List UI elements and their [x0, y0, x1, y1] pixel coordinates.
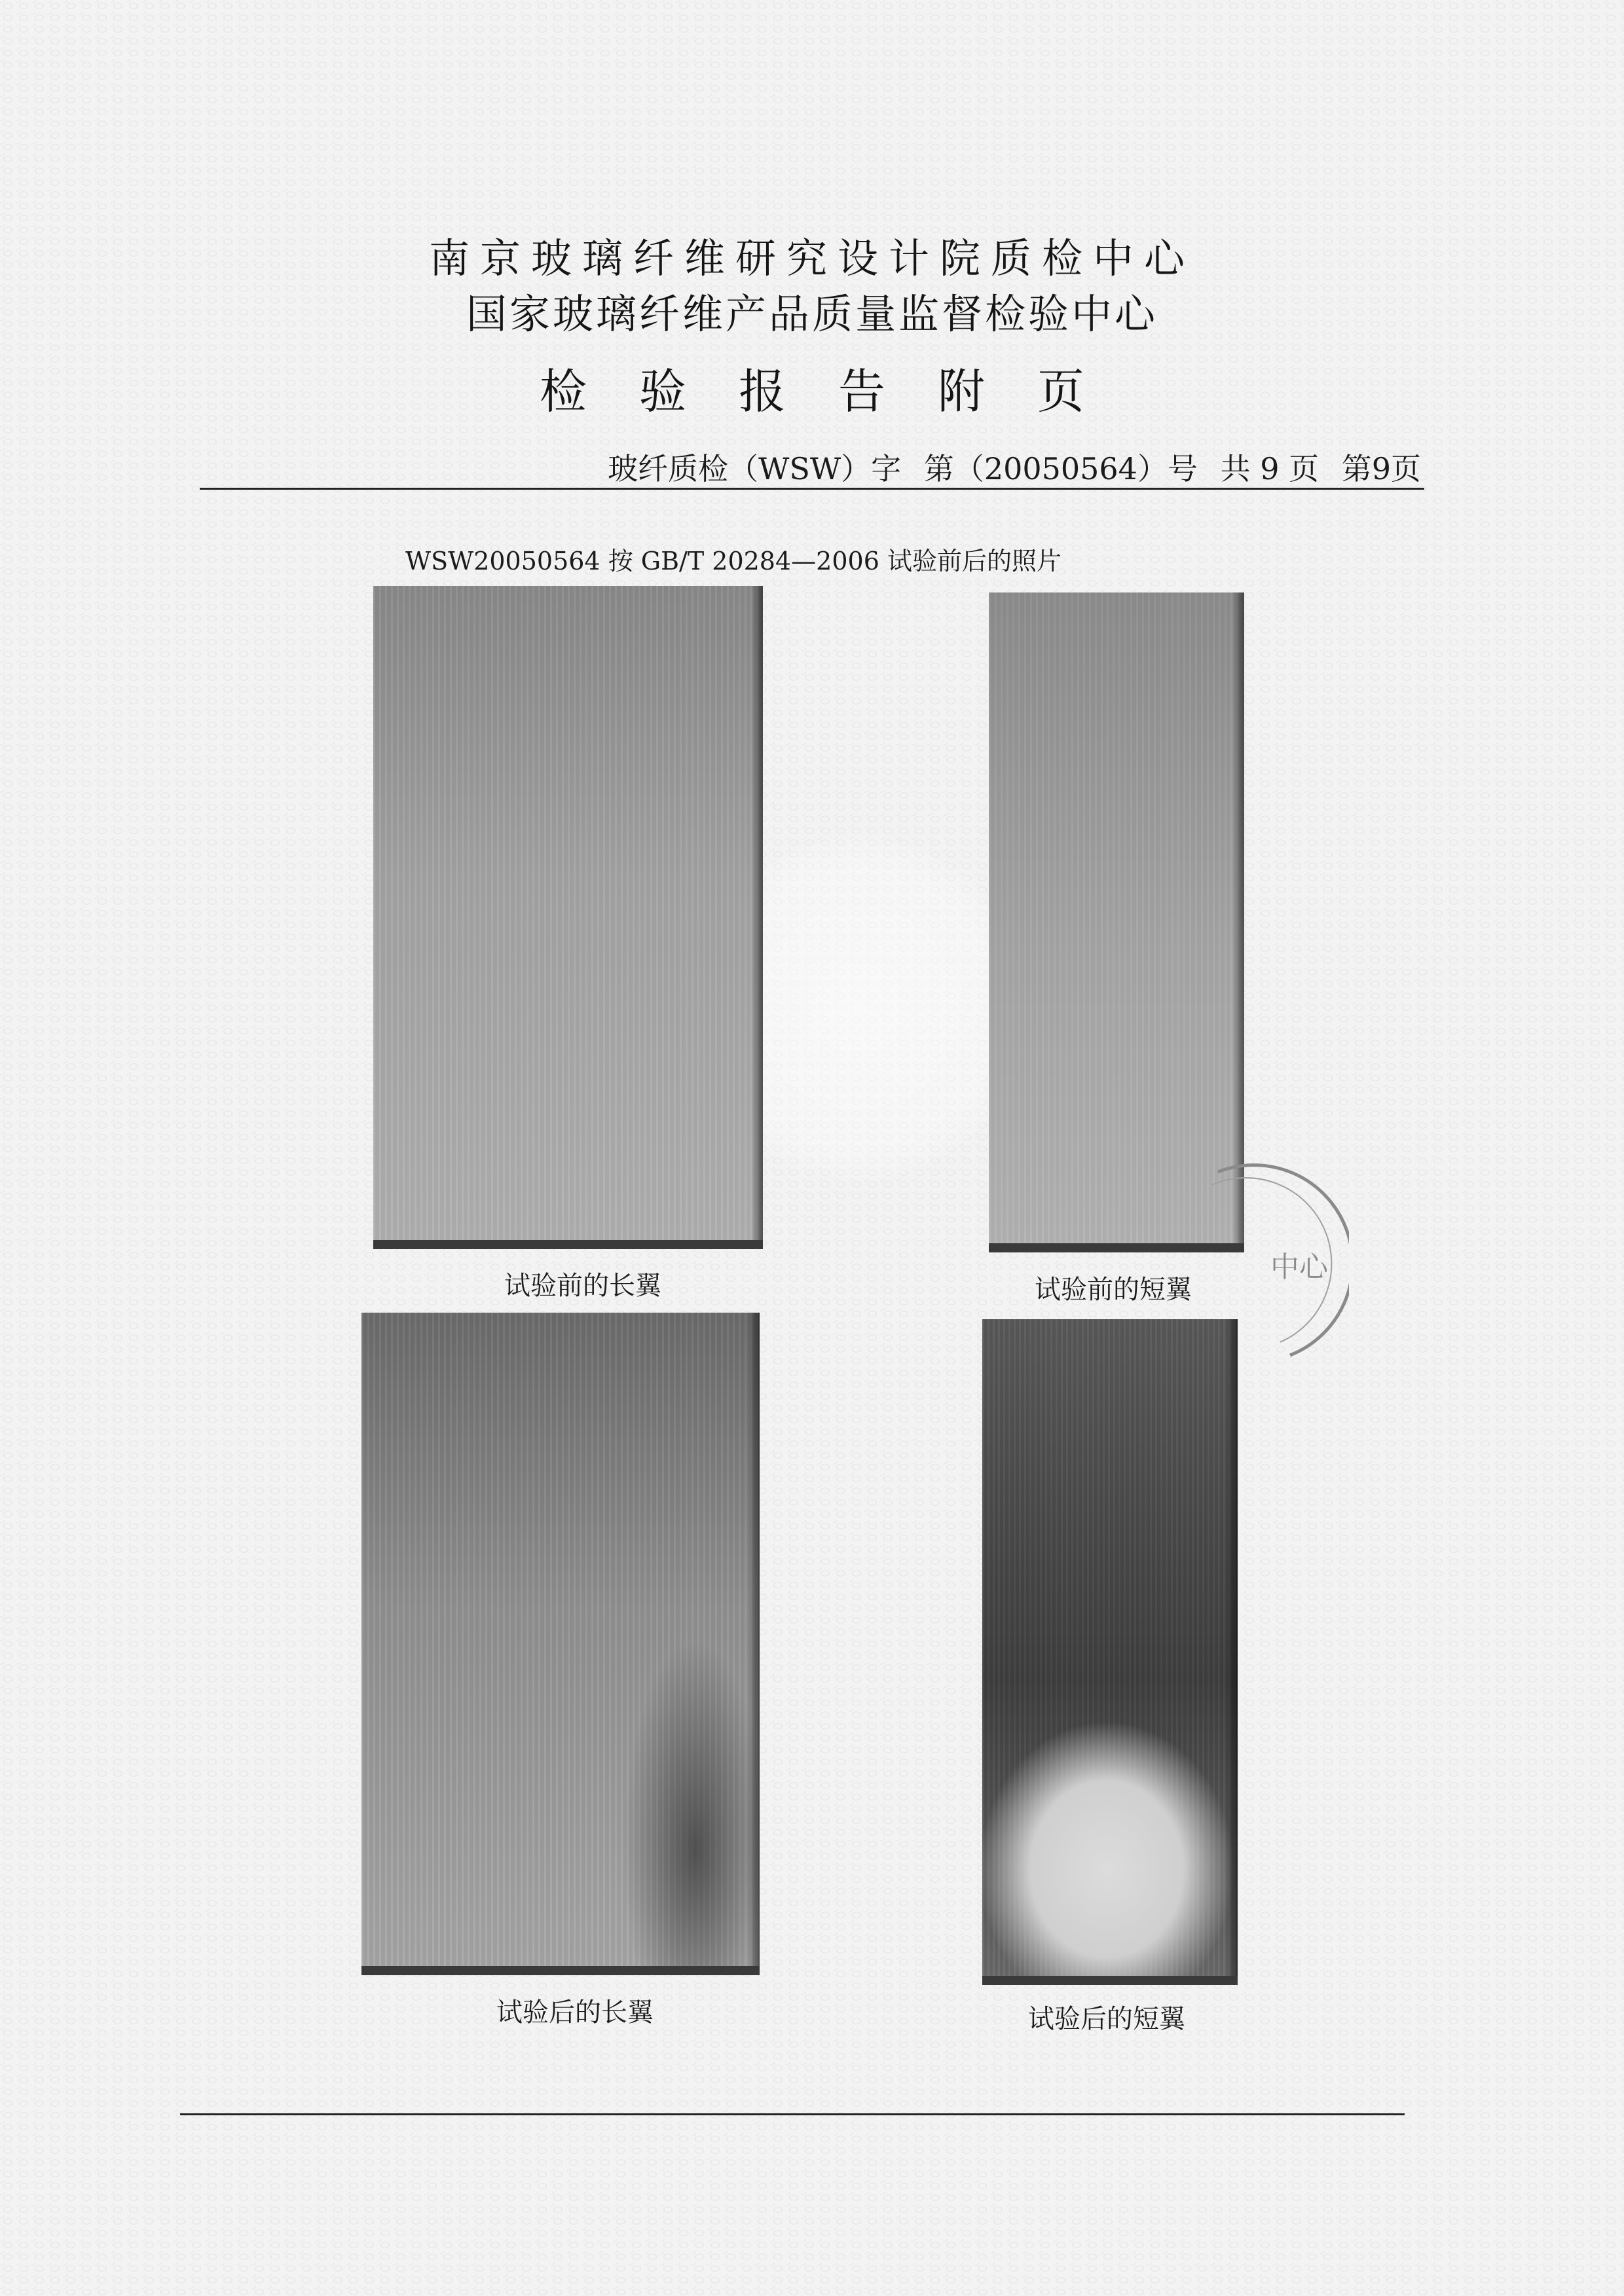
- footer-divider: [180, 2113, 1405, 2115]
- inspection-center-name: 国家玻璃纤维产品质量监督检验中心: [466, 290, 1158, 338]
- photo-short-wing-after: [982, 1319, 1238, 1985]
- photo-short-wing-before: [989, 592, 1244, 1252]
- photo-caption: 试验后的长翼: [496, 1997, 654, 2028]
- photo-long-wing-after: [361, 1313, 760, 1975]
- photo-caption: 试验前的长翼: [504, 1271, 661, 1301]
- figure-caption: WSW20050564 按 GB/T 20284—2006 试验前后的照片: [405, 547, 1061, 575]
- total-pages: 共 9 页: [1220, 451, 1320, 486]
- header-divider: [200, 488, 1424, 490]
- page-title: 检验报告附页: [539, 364, 1137, 419]
- institute-name: 南京玻璃纤维研究设计院质检中心: [428, 234, 1195, 282]
- photo-long-wing-before: [373, 586, 763, 1249]
- report-number-line: [608, 445, 1421, 488]
- photo-caption: 试验后的短翼: [1028, 2004, 1185, 2034]
- report-prefix: 玻纤质检（WSW）字: [608, 451, 902, 486]
- current-page: 第9页: [1341, 451, 1421, 486]
- official-seal-stamp: [1192, 1159, 1349, 1362]
- stamp-text: 中心: [1270, 1250, 1328, 1284]
- report-number: 第（20050564）号: [923, 451, 1198, 486]
- photo-caption: 试验前的短翼: [1035, 1275, 1192, 1305]
